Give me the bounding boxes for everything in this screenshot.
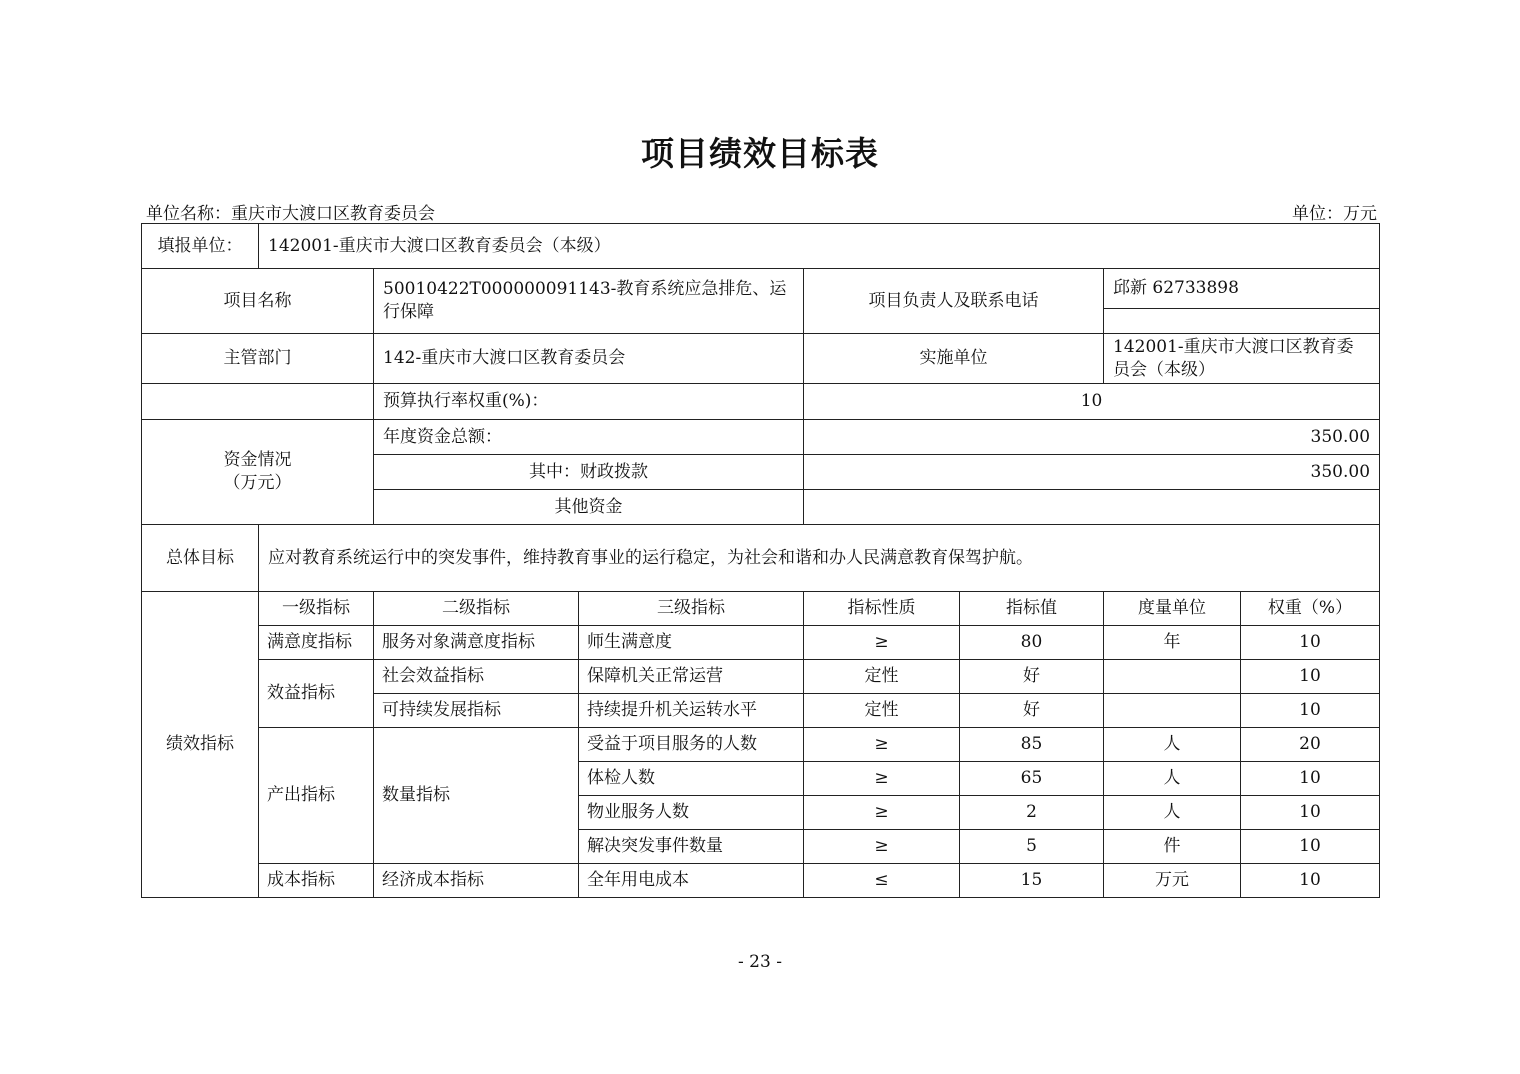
subgroup-service-satisfaction: 服务对象满意度指标 [374, 626, 579, 660]
header-level-3: 三级指标 [579, 592, 804, 626]
table-row [142, 525, 1380, 592]
indicator-weight: 10 [1241, 864, 1380, 898]
indicators-section-label: 绩效指标 [142, 592, 259, 898]
budget-rate-value: 10 [804, 384, 1380, 420]
annual-total-value: 350.00 [804, 420, 1380, 455]
header-nature: 指标性质 [804, 592, 960, 626]
empty-cell [142, 384, 374, 420]
fill-unit-value: 142001-重庆市大渡口区教育委员会（本级） [259, 224, 1380, 269]
indicator-nature: ≤ [804, 864, 960, 898]
unit-name-label: 单位名称：重庆市大渡口区教育委员会 [146, 204, 435, 224]
dept-label: 主管部门 [142, 334, 374, 384]
subgroup-sustainable: 可持续发展指标 [374, 694, 579, 728]
other-funds-value [804, 490, 1380, 525]
indicator-unit [1104, 694, 1241, 728]
indicator-name: 持续提升机关运转水平 [579, 694, 804, 728]
subgroup-social-benefit: 社会效益指标 [374, 660, 579, 694]
header-level-1: 一级指标 [259, 592, 374, 626]
group-cost: 成本指标 [259, 864, 374, 898]
indicator-nature: ≥ [804, 796, 960, 830]
header-level-2: 二级指标 [374, 592, 579, 626]
indicator-unit: 件 [1104, 830, 1241, 864]
indicator-nature: ≥ [804, 830, 960, 864]
table-row [142, 420, 1380, 455]
contact-extra-cell [1104, 309, 1380, 334]
subgroup-quantity: 数量指标 [374, 728, 579, 864]
indicator-value: 85 [960, 728, 1104, 762]
indicator-unit: 人 [1104, 796, 1241, 830]
project-info-table [141, 223, 1380, 592]
group-satisfaction: 满意度指标 [259, 626, 374, 660]
fiscal-label: 其中：财政拨款 [374, 455, 804, 490]
header-weight: 权重（%） [1241, 592, 1380, 626]
fund-situation-label [142, 420, 374, 525]
fund-label-line-1: 资金情况 [223, 450, 292, 470]
indicator-name: 解决突发事件数量 [579, 830, 804, 864]
indicator-nature: 定性 [804, 660, 960, 694]
page-number: - 23 - [738, 952, 782, 972]
table-row [142, 660, 1380, 694]
indicator-unit: 年 [1104, 626, 1241, 660]
indicator-unit [1104, 660, 1241, 694]
indicator-weight: 10 [1241, 762, 1380, 796]
indicator-nature: ≥ [804, 728, 960, 762]
indicator-value: 5 [960, 830, 1104, 864]
group-output: 产出指标 [259, 728, 374, 864]
table-row [142, 384, 1380, 420]
header-value: 指标值 [960, 592, 1104, 626]
indicator-weight: 20 [1241, 728, 1380, 762]
contact-value: 邱新 62733898 [1104, 269, 1380, 309]
indicator-nature: ≥ [804, 626, 960, 660]
indicator-nature: 定性 [804, 694, 960, 728]
indicator-weight: 10 [1241, 660, 1380, 694]
group-benefit: 效益指标 [259, 660, 374, 728]
fill-unit-label: 填报单位： [142, 224, 259, 269]
indicator-name: 保障机关正常运营 [579, 660, 804, 694]
annual-total-label: 年度资金总额： [374, 420, 804, 455]
table-row [142, 224, 1380, 269]
fiscal-value: 350.00 [804, 455, 1380, 490]
indicator-name: 体检人数 [579, 762, 804, 796]
indicator-weight: 10 [1241, 626, 1380, 660]
table-row [142, 269, 1380, 309]
page-title: 项目绩效目标表 [641, 134, 879, 173]
indicator-value: 好 [960, 660, 1104, 694]
impl-unit-value: 142001-重庆市大渡口区教育委员会（本级） [1104, 334, 1380, 384]
indicator-unit: 人 [1104, 728, 1241, 762]
table-row [142, 728, 1380, 762]
indicator-weight: 10 [1241, 830, 1380, 864]
indicator-value: 2 [960, 796, 1104, 830]
table-row [142, 626, 1380, 660]
indicator-weight: 10 [1241, 694, 1380, 728]
budget-rate-label: 预算执行率权重(%)： [374, 384, 804, 420]
table-row [142, 864, 1380, 898]
project-name-label: 项目名称 [142, 269, 374, 334]
indicator-name: 全年用电成本 [579, 864, 804, 898]
indicator-unit: 万元 [1104, 864, 1241, 898]
overall-goal-label: 总体目标 [142, 525, 259, 592]
overall-goal-value: 应对教育系统运行中的突发事件，维持教育事业的运行稳定，为社会和谐和办人民满意教育保驾护航。 [259, 525, 1380, 592]
indicators-table [141, 591, 1380, 898]
indicator-nature: ≥ [804, 762, 960, 796]
indicator-name: 受益于项目服务的人数 [579, 728, 804, 762]
subgroup-economic-cost: 经济成本指标 [374, 864, 579, 898]
other-funds-label: 其他资金 [374, 490, 804, 525]
table-row [142, 334, 1380, 384]
currency-unit-label: 单位：万元 [1292, 204, 1377, 224]
header-unit: 度量单位 [1104, 592, 1241, 626]
indicator-value: 好 [960, 694, 1104, 728]
indicator-weight: 10 [1241, 796, 1380, 830]
indicator-name: 师生满意度 [579, 626, 804, 660]
indicator-value: 15 [960, 864, 1104, 898]
indicator-name: 物业服务人数 [579, 796, 804, 830]
indicator-value: 65 [960, 762, 1104, 796]
indicator-unit: 人 [1104, 762, 1241, 796]
fund-label-line-2: （万元） [223, 473, 292, 493]
dept-value: 142-重庆市大渡口区教育委员会 [374, 334, 804, 384]
contact-label: 项目负责人及联系电话 [804, 269, 1104, 334]
indicators-header-row [142, 592, 1380, 626]
project-name-value: 50010422T000000091143-教育系统应急排危、运行保障 [374, 269, 804, 334]
indicator-value: 80 [960, 626, 1104, 660]
impl-unit-label: 实施单位 [804, 334, 1104, 384]
